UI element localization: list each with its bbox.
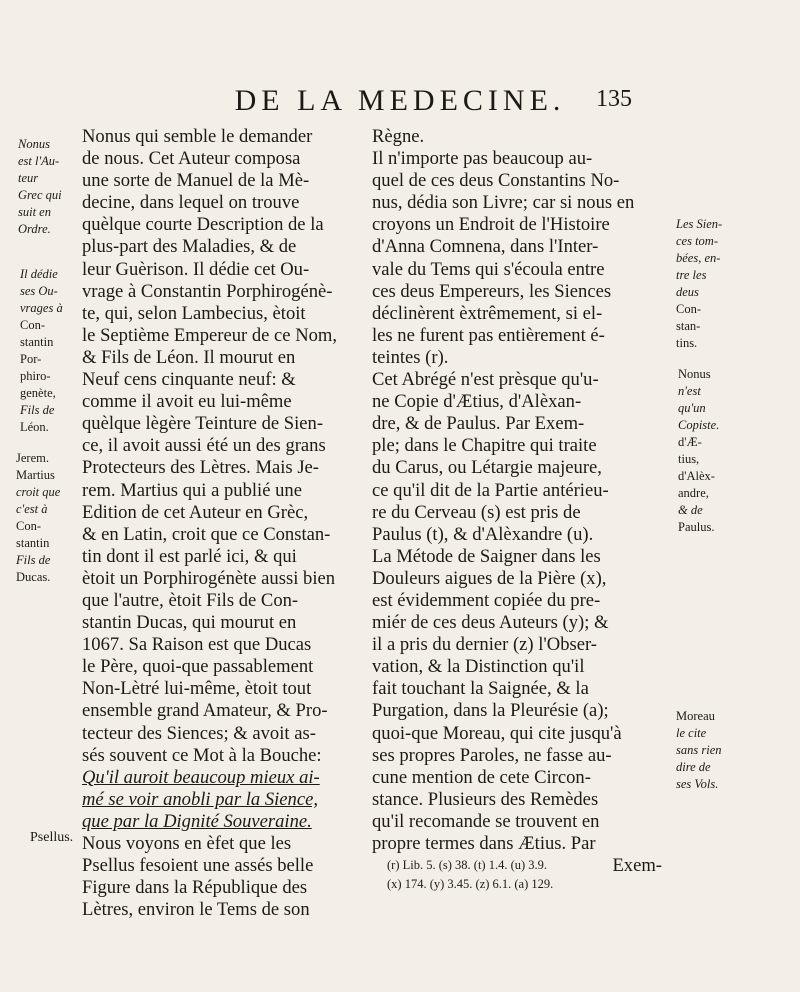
text-line: ce qu'il dit de la Partie antérieu- bbox=[372, 479, 609, 501]
text-line: 1067. Sa Raison est que Ducas bbox=[82, 634, 312, 656]
text-line: Exem- bbox=[612, 855, 662, 877]
text-line: ple; dans le Chapitre qui traite bbox=[372, 435, 597, 457]
text-line: vation, & la Distinction qu'il bbox=[372, 656, 585, 678]
text-line: Protecteurs des Lètres. Mais Je- bbox=[82, 457, 319, 479]
text-line: & en Latin, croit que ce Constan- bbox=[82, 523, 331, 545]
text-line: quoi-que Moreau, qui cite jusqu'à bbox=[372, 722, 622, 744]
page-number: 135 bbox=[596, 86, 632, 112]
text-line: tecteur des Siences; & avoit as- bbox=[82, 722, 316, 744]
text-line: quèlque courte Description de la bbox=[82, 214, 324, 236]
text-line: Cet Abrégé n'est prèsque qu'u- bbox=[372, 369, 599, 391]
text-line: ètoit un Porphirogénète aussi bien bbox=[82, 567, 336, 589]
text-line: ne Copie d'Ætius, d'Alèxan- bbox=[372, 391, 582, 413]
underlined-quote-line: Qu'il auroit beaucoup mieux ai- bbox=[82, 766, 320, 788]
margin-note-copyist: Nonus n'est qu'un Copiste. d'Æ- tius, d'Alèx- andre, & de Paulus. bbox=[678, 367, 720, 534]
text-line: stance. Plusieurs des Remèdes bbox=[372, 788, 599, 810]
text-line: Purgation, dans la Pleurésie (a); bbox=[372, 700, 609, 722]
text-line: Lètres, environ le Tems de son bbox=[82, 899, 310, 921]
running-title: DE LA MEDECINE. bbox=[234, 84, 566, 117]
text-line: ce, il avoit aussi été un des grans bbox=[82, 435, 326, 457]
text-line: quel de ces deus Constantins No- bbox=[372, 170, 620, 192]
text-line: quèlque lègère Teinture de Sien- bbox=[82, 413, 324, 435]
text-line: dre, & de Paulus. Par Exem- bbox=[372, 413, 585, 435]
text-line: Nonus qui semble le demander bbox=[82, 126, 313, 147]
text-line: de nous. Cet Auteur composa bbox=[82, 148, 301, 170]
text-line: Douleurs aigues de la Pière (x), bbox=[372, 567, 607, 589]
text-line: le Septième Empereur de ce Nom, bbox=[82, 324, 338, 346]
text-line: d'Anna Comnena, dans l'Inter- bbox=[372, 236, 599, 258]
margin-note-nonus: Nonus est l'Au- teur Grec qui suit en Ordre. bbox=[18, 137, 62, 236]
running-header bbox=[0, 84, 800, 124]
text-line: cune mention de cete Circon- bbox=[372, 766, 591, 788]
text-line: vrage à Constantin Porphirogénè- bbox=[82, 280, 333, 302]
text-line: te, qui, selon Lambecius, ètoit bbox=[82, 302, 306, 324]
text-line: Il n'importe pas beaucoup au- bbox=[372, 148, 593, 170]
text-line: ces deus Empereurs, les Siences bbox=[372, 280, 612, 302]
text-line: tin dont il est parlé ici, & qui bbox=[82, 545, 297, 567]
text-line: sés souvent ce Mot à la Bouche: bbox=[82, 744, 322, 766]
text-line: croyons un Endroit de l'Histoire bbox=[372, 214, 610, 236]
margin-note-psellus: Psellus. bbox=[30, 830, 74, 845]
text-line: miér de ces deus Auteurs (y); & bbox=[372, 612, 609, 634]
text-line: que l'autre, ètoit Fils de Con- bbox=[82, 589, 299, 611]
text-line: teintes (r). bbox=[372, 346, 449, 368]
text-line: Psellus fesoient une assés belle bbox=[82, 855, 314, 877]
text-line: du Carus, ou Létargie majeure, bbox=[372, 457, 602, 479]
text-line: Non-Lètré lui-même, ètoit tout bbox=[82, 678, 312, 700]
text-line: stantin Ducas, qui mourut en bbox=[82, 612, 297, 634]
text-line: les ne furent pas entièrement é- bbox=[372, 324, 605, 346]
footnote-line: (r) Lib. 5. (s) 38. (t) 1.4. (u) 3.9. bbox=[387, 858, 548, 872]
footnote-line: (x) 174. (y) 3.45. (z) 6.1. (a) 129. bbox=[387, 877, 554, 891]
text-line: Figure dans la République des bbox=[82, 877, 308, 899]
text-line: nus, dédia son Livre; car si nous en bbox=[372, 192, 635, 214]
text-line: Neuf cens cinquante neuf: & bbox=[82, 369, 296, 391]
margin-note-sciences-decline: Les Sien- ces tom- bées, en- tre les deus Con- stan- tins. bbox=[676, 217, 723, 350]
text-line: plus-part des Maladies, & de bbox=[82, 236, 297, 258]
text-line: La Métode de Saigner dans les bbox=[372, 545, 601, 567]
right-text-column bbox=[372, 126, 662, 877]
text-line: ses propres Paroles, ne fasse au- bbox=[372, 744, 612, 766]
text-line: Edition de cet Auteur en Grèc, bbox=[82, 501, 309, 523]
underlined-quote-line: mé se voir anobli par la Sience, bbox=[82, 788, 318, 810]
text-line: vale du Tems qui s'écoula entre bbox=[372, 258, 605, 280]
text-line: est évidemment copiée du pre- bbox=[372, 589, 601, 611]
text-line: decine, dans lequel on trouve bbox=[82, 192, 300, 214]
text-line: qu'il recomande se trouvent en bbox=[372, 810, 600, 832]
margin-note-moreau: Moreau le cite sans rien dire de ses Vols. bbox=[676, 709, 722, 791]
text-line: leur Guèrison. Il dédie cet Ou- bbox=[82, 258, 310, 280]
text-line: fait touchant la Saignée, & la bbox=[372, 678, 589, 700]
text-line: une sorte de Manuel de la Mè- bbox=[82, 170, 310, 192]
text-line: Paulus (t), & d'Alèxandre (u). bbox=[372, 523, 594, 545]
underlined-quote-line: que par la Dignité Souveraine. bbox=[82, 810, 312, 832]
text-line: comme il avoit eu lui-même bbox=[82, 391, 292, 413]
text-line: ensemble grand Amateur, & Pro- bbox=[82, 700, 328, 722]
text-line: il a pris du dernier (z) l'Obser- bbox=[372, 634, 597, 656]
text-line: & Fils de Léon. Il mourut en bbox=[82, 346, 296, 368]
text-line: le Père, quoi-que passablement bbox=[82, 656, 314, 678]
left-text-column bbox=[82, 126, 370, 921]
margin-note-dedication: Il dédie ses Ou- vrages à Con- stantin Por- phiro- genète, Fils de Léon. bbox=[20, 267, 63, 434]
margin-note-martius: Jerem. Martius croit que c'est à Con- stantin Fils de Ducas. bbox=[16, 451, 61, 584]
text-line: re du Cerveau (s) est pris de bbox=[372, 501, 581, 523]
text-line: déclinèrent èxtrêmement, si el- bbox=[372, 302, 603, 324]
text-line: rem. Martius qui a publié une bbox=[82, 479, 302, 501]
text-line: propre termes dans Ætius. Par bbox=[372, 833, 596, 854]
text-line: Nous voyons en èfet que les bbox=[82, 833, 292, 854]
text-line: Règne. bbox=[372, 126, 425, 147]
